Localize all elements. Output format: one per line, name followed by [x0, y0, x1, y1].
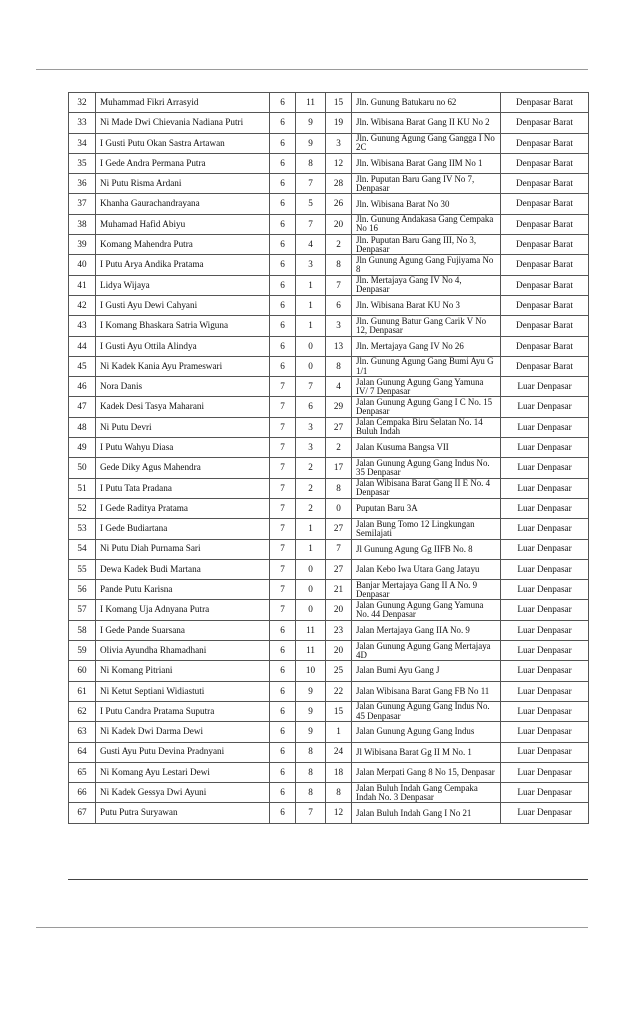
area-cell: Denpasar Barat [501, 113, 589, 133]
table-row [69, 498, 589, 518]
address-cell: Jln. Wibisana Barat Gang IIM No 1 [352, 153, 501, 173]
row-number-cell: 46 [69, 377, 96, 397]
table-row [69, 93, 589, 113]
address-cell: Jalan Bung Tomo 12 Lingkungan Semilajati [352, 519, 501, 539]
student-name-cell: I Putu Arya Andika Pratama [96, 255, 270, 275]
student-name-cell: Muhammad Fikri Arrasyid [96, 93, 270, 113]
value-c-cell: 4 [326, 377, 352, 397]
value-a-cell: 7 [270, 539, 296, 559]
address-cell: Jalan Gunung Agung Gang Yamuna IV/ 7 Denpasar [352, 377, 501, 397]
row-number-cell: 50 [69, 458, 96, 478]
student-name-cell: Ni Komang Pitriani [96, 661, 270, 681]
area-cell: Luar Denpasar [501, 417, 589, 437]
table-row [69, 153, 589, 173]
table-row [69, 235, 589, 255]
table-row [69, 762, 589, 782]
student-name-cell: I Putu Candra Pratama Suputra [96, 701, 270, 721]
value-c-cell: 13 [326, 336, 352, 356]
area-cell: Denpasar Barat [501, 316, 589, 336]
value-c-cell: 17 [326, 458, 352, 478]
value-a-cell: 6 [270, 722, 296, 742]
student-name-cell: Ni Putu Devri [96, 417, 270, 437]
value-c-cell: 8 [326, 356, 352, 376]
address-cell: Jalan Wibisana Barat Gang II E No. 4 Denpasar [352, 478, 501, 498]
table-row [69, 336, 589, 356]
address-cell: Jln. Puputan Baru Gang III, No 3, Denpasar [352, 235, 501, 255]
address-cell: Jln Gunung Agung Gang Fujiyama No 8 [352, 255, 501, 275]
table-row [69, 641, 589, 661]
area-cell: Denpasar Barat [501, 255, 589, 275]
student-name-cell: Ni Kadek Gessya Dwi Ayuni [96, 783, 270, 803]
value-b-cell: 0 [296, 580, 326, 600]
value-c-cell: 29 [326, 397, 352, 417]
value-c-cell: 26 [326, 194, 352, 214]
value-b-cell: 0 [296, 559, 326, 579]
value-c-cell: 12 [326, 803, 352, 823]
value-c-cell: 27 [326, 559, 352, 579]
address-cell: Jln. Gunung Agung Gang Bumi Ayu G 1/1 [352, 356, 501, 376]
value-a-cell: 6 [270, 194, 296, 214]
row-number-cell: 53 [69, 519, 96, 539]
area-cell: Denpasar Barat [501, 356, 589, 376]
row-number-cell: 51 [69, 478, 96, 498]
value-b-cell: 5 [296, 194, 326, 214]
value-c-cell: 20 [326, 214, 352, 234]
address-cell: Jl Wibisana Barat Gg II M No. 1 [352, 742, 501, 762]
row-number-cell: 33 [69, 113, 96, 133]
area-cell: Luar Denpasar [501, 661, 589, 681]
value-c-cell: 2 [326, 438, 352, 458]
value-b-cell: 9 [296, 133, 326, 153]
table-row [69, 600, 589, 620]
address-cell: Jln. Puputan Baru Gang IV No 7, Denpasar [352, 174, 501, 194]
address-cell: Jalan Buluh Indah Gang I No 21 [352, 803, 501, 823]
student-name-cell: I Gusti Ayu Dewi Cahyani [96, 295, 270, 315]
value-a-cell: 6 [270, 336, 296, 356]
row-number-cell: 36 [69, 174, 96, 194]
address-cell: Jln. Mertajaya Gang IV No 26 [352, 336, 501, 356]
table-row [69, 438, 589, 458]
area-cell: Luar Denpasar [501, 722, 589, 742]
table-row [69, 580, 589, 600]
value-a-cell: 6 [270, 295, 296, 315]
address-cell: Jalan Kebo Iwa Utara Gang Jatayu [352, 559, 501, 579]
student-name-cell: Dewa Kadek Budi Martana [96, 559, 270, 579]
value-b-cell: 0 [296, 600, 326, 620]
address-cell: Jalan Gunung Agung Gang Indus No. 35 Denpasar [352, 458, 501, 478]
value-a-cell: 7 [270, 559, 296, 579]
value-b-cell: 7 [296, 803, 326, 823]
student-name-cell: I Gusti Ayu Ottila Alindya [96, 336, 270, 356]
table-row [69, 620, 589, 640]
row-number-cell: 64 [69, 742, 96, 762]
row-number-cell: 34 [69, 133, 96, 153]
value-c-cell: 8 [326, 255, 352, 275]
table-row [69, 174, 589, 194]
value-c-cell: 24 [326, 742, 352, 762]
area-cell: Luar Denpasar [501, 701, 589, 721]
value-a-cell: 6 [270, 701, 296, 721]
area-cell: Denpasar Barat [501, 174, 589, 194]
row-number-cell: 65 [69, 762, 96, 782]
row-number-cell: 37 [69, 194, 96, 214]
value-c-cell: 12 [326, 153, 352, 173]
row-number-cell: 54 [69, 539, 96, 559]
table-row [69, 214, 589, 234]
student-name-cell: Kadek Desi Tasya Maharani [96, 397, 270, 417]
value-c-cell: 1 [326, 722, 352, 742]
value-a-cell: 7 [270, 478, 296, 498]
value-b-cell: 10 [296, 661, 326, 681]
student-name-cell: I Gede Raditya Pratama [96, 498, 270, 518]
value-b-cell: 2 [296, 458, 326, 478]
value-a-cell: 7 [270, 458, 296, 478]
area-cell: Denpasar Barat [501, 133, 589, 153]
row-number-cell: 42 [69, 295, 96, 315]
area-cell: Luar Denpasar [501, 681, 589, 701]
table-row [69, 255, 589, 275]
student-name-cell: I Komang Uja Adnyana Putra [96, 600, 270, 620]
value-b-cell: 11 [296, 620, 326, 640]
value-a-cell: 6 [270, 742, 296, 762]
value-a-cell: 7 [270, 417, 296, 437]
area-cell: Luar Denpasar [501, 519, 589, 539]
value-a-cell: 6 [270, 783, 296, 803]
table-row [69, 295, 589, 315]
value-b-cell: 0 [296, 336, 326, 356]
value-b-cell: 1 [296, 316, 326, 336]
value-a-cell: 6 [270, 174, 296, 194]
table-row [69, 133, 589, 153]
area-cell: Denpasar Barat [501, 235, 589, 255]
row-number-cell: 40 [69, 255, 96, 275]
value-c-cell: 0 [326, 498, 352, 518]
area-cell: Denpasar Barat [501, 93, 589, 113]
row-number-cell: 67 [69, 803, 96, 823]
value-a-cell: 7 [270, 600, 296, 620]
area-cell: Denpasar Barat [501, 275, 589, 295]
value-c-cell: 15 [326, 93, 352, 113]
value-a-cell: 6 [270, 803, 296, 823]
table-row [69, 783, 589, 803]
area-cell: Luar Denpasar [501, 478, 589, 498]
area-cell: Luar Denpasar [501, 438, 589, 458]
value-b-cell: 1 [296, 275, 326, 295]
value-a-cell: 6 [270, 620, 296, 640]
value-a-cell: 6 [270, 93, 296, 113]
address-cell: Jl Gunung Agung Gg IIFB No. 8 [352, 539, 501, 559]
student-name-cell: I Gede Pande Suarsana [96, 620, 270, 640]
value-b-cell: 7 [296, 214, 326, 234]
student-name-cell: Ni Ketut Septiani Widiastuti [96, 681, 270, 701]
area-cell: Luar Denpasar [501, 458, 589, 478]
table-row [69, 661, 589, 681]
address-cell: Jalan Merpati Gang 8 No 15, Denpasar [352, 762, 501, 782]
row-number-cell: 55 [69, 559, 96, 579]
row-number-cell: 44 [69, 336, 96, 356]
value-a-cell: 7 [270, 397, 296, 417]
table-bottom-rule [68, 879, 588, 880]
area-cell: Luar Denpasar [501, 377, 589, 397]
area-cell: Denpasar Barat [501, 295, 589, 315]
address-cell: Jalan Gunung Agung Gang Mertajaya 4D [352, 641, 501, 661]
value-b-cell: 6 [296, 397, 326, 417]
student-name-cell: Ni Kadek Dwi Darma Dewi [96, 722, 270, 742]
value-c-cell: 7 [326, 539, 352, 559]
table-row [69, 397, 589, 417]
value-b-cell: 9 [296, 701, 326, 721]
value-b-cell: 8 [296, 742, 326, 762]
address-cell: Jln. Wibisana Barat Gang II KU No 2 [352, 113, 501, 133]
table-row [69, 275, 589, 295]
value-b-cell: 3 [296, 417, 326, 437]
row-number-cell: 63 [69, 722, 96, 742]
value-c-cell: 27 [326, 519, 352, 539]
row-number-cell: 56 [69, 580, 96, 600]
table-row [69, 458, 589, 478]
address-cell: Jln. Wibisana Barat No 30 [352, 194, 501, 214]
value-a-cell: 6 [270, 661, 296, 681]
area-cell: Luar Denpasar [501, 580, 589, 600]
table-body [69, 93, 589, 824]
value-c-cell: 6 [326, 295, 352, 315]
student-name-cell: I Putu Tata Pradana [96, 478, 270, 498]
student-name-cell: I Gede Budiartana [96, 519, 270, 539]
value-c-cell: 27 [326, 417, 352, 437]
area-cell: Luar Denpasar [501, 498, 589, 518]
student-name-cell: I Putu Wahyu Diasa [96, 438, 270, 458]
area-cell: Denpasar Barat [501, 336, 589, 356]
value-c-cell: 8 [326, 783, 352, 803]
row-number-cell: 59 [69, 641, 96, 661]
table-row [69, 316, 589, 336]
row-number-cell: 58 [69, 620, 96, 640]
table-row [69, 742, 589, 762]
address-cell: Jalan Cempaka Biru Selatan No. 14 Buluh Indah [352, 417, 501, 437]
table-row [69, 377, 589, 397]
address-cell: Jln. Gunung Batur Gang Carik V No 12, Denpasar [352, 316, 501, 336]
student-name-cell: Gede Diky Agus Mahendra [96, 458, 270, 478]
row-number-cell: 57 [69, 600, 96, 620]
value-b-cell: 3 [296, 255, 326, 275]
student-table [68, 92, 589, 824]
value-b-cell: 0 [296, 356, 326, 376]
row-number-cell: 60 [69, 661, 96, 681]
student-name-cell: Ni Putu Diah Purnama Sari [96, 539, 270, 559]
value-a-cell: 6 [270, 681, 296, 701]
value-b-cell: 9 [296, 681, 326, 701]
student-name-cell: I Gusti Putu Okan Sastra Artawan [96, 133, 270, 153]
value-c-cell: 23 [326, 620, 352, 640]
area-cell: Luar Denpasar [501, 641, 589, 661]
value-c-cell: 3 [326, 133, 352, 153]
address-cell: Jln. Wibisana Barat KU No 3 [352, 295, 501, 315]
table-row [69, 539, 589, 559]
value-b-cell: 9 [296, 722, 326, 742]
row-number-cell: 45 [69, 356, 96, 376]
value-b-cell: 8 [296, 762, 326, 782]
table-row [69, 194, 589, 214]
address-cell: Jalan Gunung Agung Gang Indus No. 45 Denpasar [352, 701, 501, 721]
value-c-cell: 7 [326, 275, 352, 295]
student-name-cell: Putu Putra Suryawan [96, 803, 270, 823]
row-number-cell: 39 [69, 235, 96, 255]
value-a-cell: 6 [270, 275, 296, 295]
address-cell: Jalan Bumi Ayu Gang J [352, 661, 501, 681]
student-name-cell: Ni Putu Risma Ardani [96, 174, 270, 194]
table-row [69, 701, 589, 721]
table-row [69, 478, 589, 498]
student-name-cell: Komang Mahendra Putra [96, 235, 270, 255]
value-c-cell: 3 [326, 316, 352, 336]
row-number-cell: 61 [69, 681, 96, 701]
area-cell: Luar Denpasar [501, 600, 589, 620]
value-c-cell: 20 [326, 600, 352, 620]
student-name-cell: I Komang Bhaskara Satria Wiguna [96, 316, 270, 336]
row-number-cell: 38 [69, 214, 96, 234]
value-a-cell: 7 [270, 580, 296, 600]
table-row [69, 559, 589, 579]
value-a-cell: 7 [270, 498, 296, 518]
student-name-cell: Gusti Ayu Putu Devina Pradnyani [96, 742, 270, 762]
table-row [69, 113, 589, 133]
area-cell: Luar Denpasar [501, 783, 589, 803]
area-cell: Denpasar Barat [501, 153, 589, 173]
value-a-cell: 7 [270, 438, 296, 458]
row-number-cell: 52 [69, 498, 96, 518]
value-b-cell: 2 [296, 498, 326, 518]
address-cell: Banjar Mertajaya Gang II A No. 9 Denpasar [352, 580, 501, 600]
student-name-cell: Olivia Ayundha Rhamadhani [96, 641, 270, 661]
student-name-cell: Ni Komang Ayu Lestari Dewi [96, 762, 270, 782]
address-cell: Jalan Gunung Agung Gang Indus [352, 722, 501, 742]
student-name-cell: Muhamad Hafid Abiyu [96, 214, 270, 234]
value-b-cell: 9 [296, 113, 326, 133]
student-name-cell: Pande Putu Karisna [96, 580, 270, 600]
table-row [69, 417, 589, 437]
area-cell: Luar Denpasar [501, 559, 589, 579]
area-cell: Luar Denpasar [501, 620, 589, 640]
value-a-cell: 7 [270, 377, 296, 397]
value-c-cell: 25 [326, 661, 352, 681]
header-rule [36, 69, 588, 70]
value-c-cell: 22 [326, 681, 352, 701]
address-cell: Jalan Buluh Indah Gang Cempaka Indah No. 3 Denpasar [352, 783, 501, 803]
value-a-cell: 6 [270, 235, 296, 255]
table-row [69, 356, 589, 376]
value-b-cell: 3 [296, 438, 326, 458]
row-number-cell: 41 [69, 275, 96, 295]
value-b-cell: 1 [296, 539, 326, 559]
address-cell: Jln. Gunung Andakasa Gang Cempaka No 16 [352, 214, 501, 234]
address-cell: Jalan Wibisana Barat Gang FB No 11 [352, 681, 501, 701]
value-b-cell: 11 [296, 93, 326, 113]
value-a-cell: 6 [270, 255, 296, 275]
value-c-cell: 20 [326, 641, 352, 661]
student-name-cell: Ni Kadek Kania Ayu Prameswari [96, 356, 270, 376]
value-c-cell: 19 [326, 113, 352, 133]
row-number-cell: 47 [69, 397, 96, 417]
value-b-cell: 1 [296, 519, 326, 539]
value-b-cell: 2 [296, 478, 326, 498]
address-cell: Jalan Gunung Agung Gang I C No. 15 Denpasar [352, 397, 501, 417]
value-a-cell: 6 [270, 356, 296, 376]
value-c-cell: 28 [326, 174, 352, 194]
value-a-cell: 6 [270, 113, 296, 133]
address-cell: Jln. Gunung Batukaru no 62 [352, 93, 501, 113]
value-c-cell: 21 [326, 580, 352, 600]
value-b-cell: 4 [296, 235, 326, 255]
footer-rule [36, 927, 588, 928]
value-a-cell: 6 [270, 316, 296, 336]
value-a-cell: 6 [270, 133, 296, 153]
value-a-cell: 6 [270, 641, 296, 661]
address-cell: Jalan Kusuma Bangsa VII [352, 438, 501, 458]
value-c-cell: 2 [326, 235, 352, 255]
area-cell: Denpasar Barat [501, 214, 589, 234]
address-cell: Jln. Gunung Agung Gang Gangga I No 2C [352, 133, 501, 153]
value-c-cell: 15 [326, 701, 352, 721]
value-b-cell: 7 [296, 174, 326, 194]
row-number-cell: 48 [69, 417, 96, 437]
student-name-cell: I Gede Andra Permana Putra [96, 153, 270, 173]
table-row [69, 803, 589, 823]
address-cell: Jalan Gunung Agung Gang Yamuna No. 44 Denpasar [352, 600, 501, 620]
table-row [69, 519, 589, 539]
value-c-cell: 8 [326, 478, 352, 498]
area-cell: Denpasar Barat [501, 194, 589, 214]
value-b-cell: 7 [296, 377, 326, 397]
value-b-cell: 8 [296, 153, 326, 173]
student-name-cell: Nora Danis [96, 377, 270, 397]
row-number-cell: 66 [69, 783, 96, 803]
student-name-cell: Ni Made Dwi Chievania Nadiana Putri [96, 113, 270, 133]
value-a-cell: 6 [270, 214, 296, 234]
row-number-cell: 35 [69, 153, 96, 173]
address-cell: Puputan Baru 3A [352, 498, 501, 518]
value-b-cell: 11 [296, 641, 326, 661]
table-row [69, 681, 589, 701]
student-name-cell: Lidya Wijaya [96, 275, 270, 295]
value-a-cell: 6 [270, 153, 296, 173]
area-cell: Luar Denpasar [501, 762, 589, 782]
address-cell: Jalan Mertajaya Gang IIA No. 9 [352, 620, 501, 640]
value-b-cell: 1 [296, 295, 326, 315]
value-c-cell: 18 [326, 762, 352, 782]
row-number-cell: 43 [69, 316, 96, 336]
area-cell: Luar Denpasar [501, 397, 589, 417]
row-number-cell: 49 [69, 438, 96, 458]
value-b-cell: 8 [296, 783, 326, 803]
address-cell: Jln. Mertajaya Gang IV No 4, Denpasar [352, 275, 501, 295]
area-cell: Luar Denpasar [501, 539, 589, 559]
row-number-cell: 32 [69, 93, 96, 113]
row-number-cell: 62 [69, 701, 96, 721]
area-cell: Luar Denpasar [501, 803, 589, 823]
value-a-cell: 6 [270, 762, 296, 782]
value-a-cell: 7 [270, 519, 296, 539]
area-cell: Luar Denpasar [501, 742, 589, 762]
table-row [69, 722, 589, 742]
student-name-cell: Khanha Gaurachandrayana [96, 194, 270, 214]
